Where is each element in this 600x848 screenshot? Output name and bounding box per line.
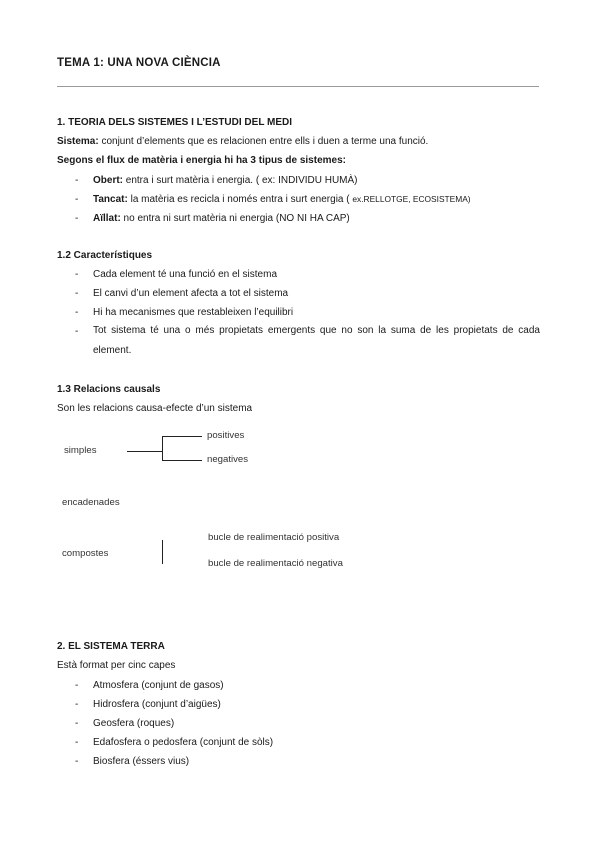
definition-text: conjunt d’elements que es relacionen entre ells i duen a terme una funció. (98, 136, 429, 147)
diagram-bracket (162, 436, 163, 460)
list-dash: - (75, 288, 79, 299)
diagram-label-bucle-positiva: bucle de realimentació positiva (208, 532, 340, 543)
type-term: Obert: (93, 175, 123, 186)
list-item: Edafosfera o pedosfera (conjunt de sòls) (93, 737, 274, 748)
list-dash: - (75, 269, 79, 280)
diagram-label-positives: positives (207, 430, 245, 441)
list-item: Atmosfera (conjunt de gasos) (93, 680, 224, 691)
diagram-label-compostes: compostes (62, 548, 109, 559)
list-dash: - (75, 213, 79, 224)
section-1-2-heading: 1.2 Característiques (57, 250, 153, 261)
list-dash: - (75, 307, 79, 318)
section-1-3-intro: Son les relacions causa-efecte d’un sistema (57, 403, 253, 414)
diagram-label-bucle-negativa: bucle de realimentació negativa (208, 558, 343, 569)
list-item (93, 194, 471, 205)
list-dash: - (75, 699, 79, 710)
diagram-label-simples: simples (64, 445, 97, 456)
type-note: ex.RELLOTGE, ECOSISTEMA) (352, 194, 471, 204)
diagram-connector (127, 451, 163, 452)
list-item: El canvi d’un element afecta a tot el sistema (93, 288, 289, 299)
list-item: Tot sistema té una o més propietats emergents que no son la suma de les propietats de cada element. (93, 325, 540, 356)
section-1-3-heading: 1.3 Relacions causals (57, 384, 161, 395)
type-text: entra i surt matèria i energia. ( ex: INDIVIDU HUMÀ) (123, 175, 358, 186)
list-dash: - (75, 194, 79, 205)
list-dash: - (75, 326, 79, 337)
sistema-definition (57, 136, 428, 147)
type-text: la matèria es recicla i només entra i surt energia ( (127, 194, 353, 205)
list-item: Geosfera (roques) (93, 718, 175, 729)
list-item: Biosfera (éssers vius) (93, 756, 190, 767)
section-2-intro: Està format per cinc capes (57, 660, 176, 671)
list-dash: - (75, 737, 79, 748)
list-dash: - (75, 680, 79, 691)
list-dash: - (75, 175, 79, 186)
title-divider (57, 86, 539, 87)
list-dash: - (75, 756, 79, 767)
type-term: Aïllat: (93, 213, 121, 224)
section-2-heading: 2. EL SISTEMA TERRA (57, 641, 165, 652)
list-dash: - (75, 718, 79, 729)
diagram-label-encadenades: encadenades (62, 497, 120, 508)
list-item: Hi ha mecanismes que restableixen l’equilibri (93, 307, 294, 318)
list-item (93, 175, 358, 186)
section-1-heading: 1. TEORIA DELS SISTEMES I L’ESTUDI DEL MEDI (57, 117, 293, 128)
type-term: Tancat: (93, 194, 128, 205)
list-item (93, 213, 350, 224)
type-text: no entra ni surt matèria ni energia (NO NI HA CAP) (120, 213, 350, 224)
diagram-connector (162, 460, 202, 461)
list-item: Hidrosfera (conjunt d’aigües) (93, 699, 221, 710)
page-title: TEMA 1: UNA NOVA CIÈNCIA (57, 57, 221, 69)
diagram-bracket (162, 540, 163, 564)
diagram-connector (162, 436, 202, 437)
definition-term: Sistema: (57, 136, 99, 147)
list-item: Cada element té una funció en el sistema (93, 269, 277, 280)
types-intro: Segons el flux de matèria i energia hi ha 3 tipus de sistemes: (57, 155, 346, 166)
diagram-label-negatives: negatives (207, 454, 249, 465)
